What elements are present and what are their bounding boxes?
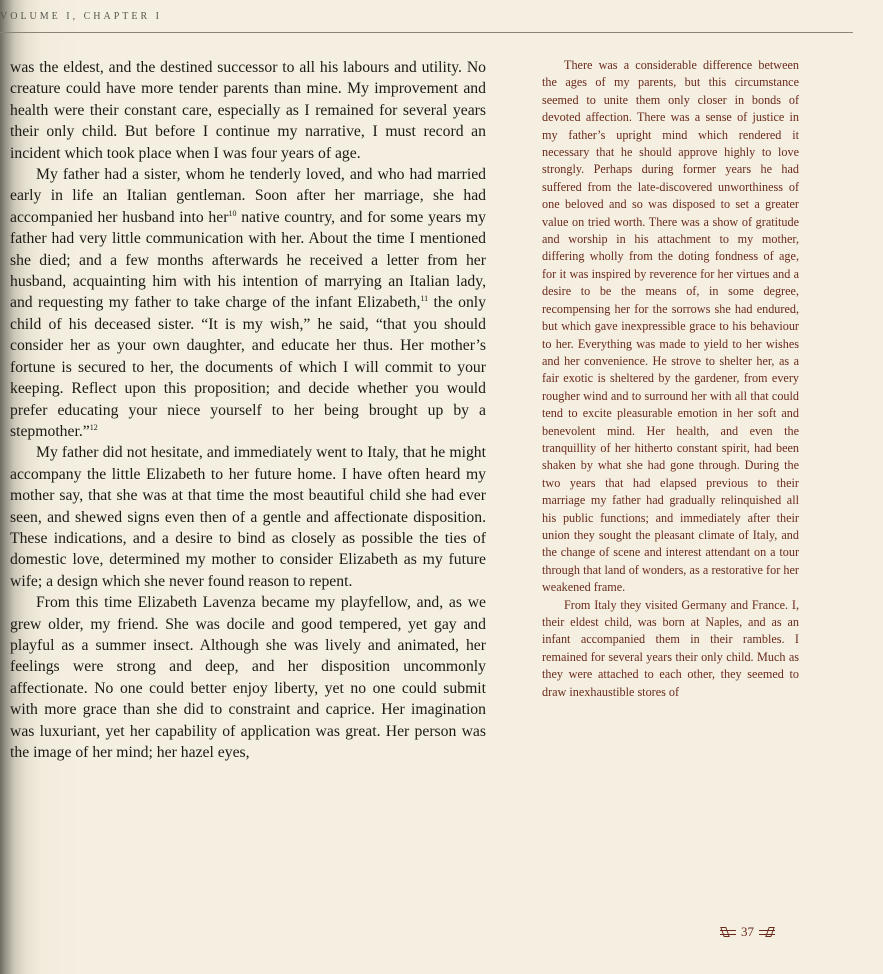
right-ornament-icon: [759, 927, 775, 937]
main-paragraph-2-part-b: native country, and for some years my father had very little communication with her. About the time I mentioned she died; and a few months afterwards he received a letter from her husband, acquainting him with his intention of marrying an Italian lady, and requesting my father to take charge of the infant Elizabeth,: [10, 208, 486, 312]
footnote-ref-10: 10: [228, 208, 237, 218]
main-paragraph-4: From this time Elizabeth Lavenza became my playfellow, and, as we grew older, my friend. She was docile and good tempered, yet gay and playful as a summer insect. Although she was lively and animated, her feelings were strong and deep, and her disposition uncommonly affectionate. No one could better enjoy liberty, yet no one could submit with more grace than she did to constraint and caprice. Her imagination was luxuriant, yet her capability of application was great. Her person was the image of her mind; her hazel eyes,: [10, 594, 486, 761]
page-number-text: 37: [741, 924, 754, 939]
main-paragraph-2-part-a: My father had a sister, whom he tenderly loved, and who had married early in life an Italian gentleman. Soon after her marriage, she had accompanied her husband into her: [10, 166, 486, 226]
running-head: VOLUME I, CHAPTER I: [0, 11, 162, 22]
page-number: [720, 924, 775, 940]
left-ornament-icon: [720, 927, 736, 937]
main-paragraph-1: was the eldest, and the destined successor to all his labours and utility. No creature could have more tender parents than mine. My improvement and health were their constant care, especially as I remained for several years their only child. But before I continue my narrative, I must record an incident which took place when I was four years of age.: [10, 59, 486, 162]
footnote-ref-11: 11: [420, 294, 429, 304]
main-paragraph-2-part-c: the only child of his deceased sister. “It is my wish,” he said, “that you should consider her as your own daughter, and educate her thus. Her mother’s fortune is secured to her, the documents of which I will commit to your keeping. Reflect upon this proposition; and decide whether you would prefer educating your niece yourself to her being brought up by a stepmother.”: [10, 294, 486, 440]
footnote-ref-12: 12: [89, 422, 98, 432]
main-paragraph-2: [10, 164, 486, 442]
main-text-column: [10, 57, 486, 763]
side-text-column: [542, 57, 799, 701]
side-paragraph-2: From Italy they visited Germany and France. I, their eldest child, was born at Naples, and as an infant accompanied them in their rambles. I remained for several years their only child. Much as they were attached to each other, they seemed to draw inexhaustible stores of: [542, 597, 799, 699]
side-paragraph-1: There was a considerable difference between the ages of my parents, but this circumstance seemed to unite them only closer in bonds of devoted affection. There was a sense of justice in my father’s upright mind which rendered it necessary that he should approve highly to love strongly. Perhaps during former years he had suffered from the late-discovered unworthiness of one beloved and so was disposed to set a greater value on tried worth. There was a show of gratitude and worship in his attachment to my mother, differing wholly from the doting fondness of age, for it was inspired by reverence for her virtues and a desire to be the means of, in some degree, recompensing her for the sorrows she had endured, but which gave inexpressible grace to his behaviour to her. Everything was made to yield to her wishes and her convenience. He strove to shelter her, as a fair exotic is sheltered by the gardener, from every rougher wind and to surround her with all that could tend to excite pleasurable emotion in her soft and benevolent mind. Her health, and even the tranquillity of her hitherto constant spirit, had been shaken by what she had gone through. During the two years that had elapsed previous to their marriage my father had gradually relinquished all his public functions; and immediately after their union they sought the pleasant climate of Italy, and the change of scene and interest attendant on a tour through that land of wonders, as a restorative for her weakened frame.: [542, 58, 799, 595]
main-paragraph-3: My father did not hesitate, and immediately went to Italy, that he might accompany the little Elizabeth to her future home. I have often heard my mother say, that she was at that time the most beautiful child she had ever seen, and shewed signs even then of a gentle and affectionate disposition. These indications, and a desire to bind as closely as possible the ties of domestic love, determined my mother to consider Elizabeth as my future wife; a design which she never found reason to repent.: [10, 444, 486, 590]
header-rule: [0, 32, 853, 33]
